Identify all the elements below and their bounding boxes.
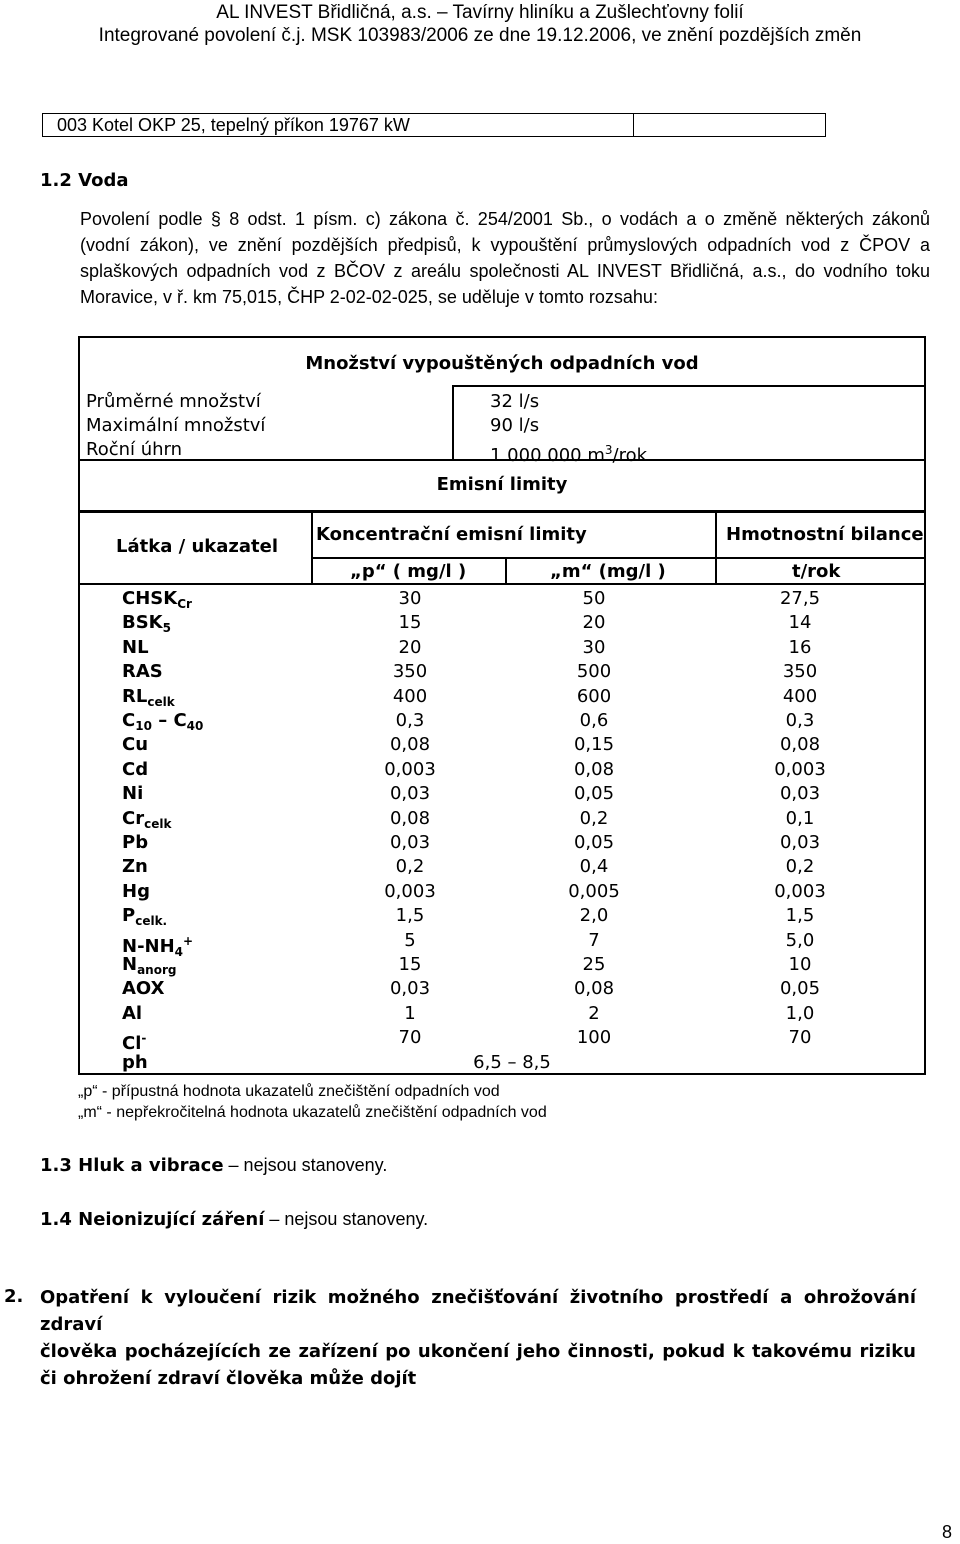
paragraph-line: (vodní zákon), ve znění pozdějších předpisů, k vypouštění průmyslových odpadních vod z ČPOV a	[80, 235, 930, 255]
limit-m: 2	[588, 1002, 600, 1024]
limit-p: 20	[398, 636, 422, 658]
substance-name: $BSK_5$	[122, 612, 171, 636]
col-mass-balance: Hmotnostní bilance	[726, 524, 924, 545]
limit-mass: 14	[788, 612, 812, 634]
substance-name: Zn	[122, 856, 148, 878]
section-noise	[40, 1154, 387, 1177]
limit-mass: 16	[788, 636, 812, 658]
limit-m: 600	[576, 685, 612, 707]
limit-p: 15	[398, 612, 422, 634]
substance-name: Hg	[122, 880, 150, 902]
divider	[80, 511, 924, 513]
limit-mass: 0,003	[774, 758, 826, 780]
amount-value-average: 32 l/s	[490, 391, 540, 412]
limit-m: 0,05	[573, 783, 615, 805]
divider	[454, 385, 924, 387]
divider	[311, 557, 924, 559]
section-2-line: člověka pocházejících ze zařízení po ukončení jeho činnosti, pokud k takovému riziku	[40, 1341, 916, 1362]
substance-name: Cu	[122, 734, 149, 756]
limit-p: 1	[404, 1002, 416, 1024]
boiler-row	[42, 113, 826, 137]
amount-label-maximum: Maximální množství	[86, 415, 266, 436]
substance-name: $CHSK_{Cr}$	[122, 588, 192, 611]
limit-mass: 400	[782, 685, 818, 707]
discharge-amounts-box	[78, 336, 926, 512]
limit-mass: 0,05	[779, 978, 821, 1000]
substance-name: RAS	[122, 661, 163, 683]
amount-label-annual: Roční úhrn	[86, 439, 183, 460]
col-substance: Látka / ukazatel	[116, 536, 278, 557]
amount-label-average: Průměrné množství	[86, 391, 261, 412]
limit-mass: 0,03	[779, 783, 821, 805]
limit-m: 7	[588, 929, 600, 951]
limit-m: 0,2	[579, 807, 609, 829]
limit-p: 1,5	[395, 905, 425, 927]
limit-mass: 0,03	[779, 832, 821, 853]
limit-mass: 1,5	[785, 905, 815, 927]
paragraph-line: Povolení podle § 8 odst. 1 písm. c) zákona č. 254/2001 Sb., o vodách a o změně některých zákonů	[80, 209, 930, 229]
limit-p: 350	[392, 661, 428, 683]
substance-name: Al	[122, 1002, 143, 1024]
note-p: „p“ - přípustná hodnota ukazatelů znečištění odpadních vod	[78, 1083, 500, 1100]
divider	[452, 385, 454, 461]
substance-name: $N-NH_4^+$	[122, 933, 194, 959]
section-noise-title: 1.3 Hluk a vibrace	[40, 1155, 224, 1176]
limit-p: 0,08	[389, 807, 431, 829]
limit-m: 500	[576, 661, 612, 683]
col-concentration: Koncentrační emisní limity	[316, 524, 587, 545]
limit-m: 0,4	[579, 856, 609, 878]
boiler-text: 003 Kotel OKP 25, tepelný příkon 19767 kW	[43, 114, 634, 136]
limit-mass: 0,08	[779, 734, 821, 756]
limit-p: 0,03	[389, 783, 431, 805]
limit-mass: 1,0	[785, 1002, 815, 1024]
limit-mass: 27,5	[779, 588, 821, 609]
sub-col-mass: t/rok	[792, 561, 841, 582]
section-title-water: 1.2 Voda	[40, 170, 129, 191]
amount-value-maximum: 90 l/s	[490, 415, 540, 436]
limit-mass: 0,003	[774, 880, 826, 902]
limit-p: 0,03	[389, 832, 431, 853]
limit-m: 0,6	[579, 710, 609, 731]
substance-name: AOX	[122, 978, 165, 1000]
emission-limits-table	[78, 511, 926, 1075]
limit-p: 0,003	[384, 758, 436, 780]
limit-m: 0,08	[573, 758, 615, 780]
section-2-line: Opatření k vyloučení rizik možného znečišťování životního prostředí a ohrožování zdraví	[40, 1287, 916, 1335]
limit-p: 5	[404, 929, 416, 951]
document-header-line2: Integrované povolení č.j. MSK 103983/2006 ze dne 19.12.2006, ve znění pozdějších změn	[98, 25, 862, 46]
substance-name: $P_{celk.}$	[122, 905, 168, 929]
page-number: 8	[941, 1522, 952, 1542]
limit-mass: 0,3	[785, 710, 815, 731]
section-noise-text: – nejsou stanoveny.	[223, 1155, 388, 1175]
limit-mass: 10	[788, 954, 812, 975]
limit-m: 0,08	[573, 978, 615, 1000]
substance-name: Ni	[122, 783, 144, 805]
limit-m: 0,15	[573, 734, 615, 756]
limit-m: 2,0	[579, 905, 609, 927]
section-2-title	[40, 1284, 916, 1392]
limit-m: 0,05	[573, 832, 615, 853]
substance-name: $RL_{celk}$	[122, 685, 175, 709]
emission-limits-title: Emisní limity	[436, 474, 568, 495]
limit-m: 50	[582, 588, 606, 609]
limit-range: 6,5 – 8,5	[473, 1051, 551, 1073]
substance-name: Pb	[122, 832, 149, 853]
section-2-number: 2.	[4, 1286, 24, 1307]
limit-p: 0,3	[395, 710, 425, 731]
limit-m: 20	[582, 612, 606, 634]
limit-mass: 0,2	[785, 856, 815, 878]
limit-p: 0,08	[389, 734, 431, 756]
substance-name: $Cr_{celk}$	[122, 807, 172, 831]
divider	[311, 511, 313, 585]
limit-mass: 350	[782, 661, 818, 683]
paragraph-line: Moravice, v ř. km 75,015, ČHP 2-02-02-025, se uděluje v tomto rozsahu:	[80, 287, 658, 307]
limit-p: 30	[398, 588, 422, 609]
substance-name: ph	[122, 1051, 148, 1073]
substance-name: Cl-	[122, 1031, 147, 1055]
document-header-line1: AL INVEST Břidličná, a.s. – Tavírny hliníku a Zušlechťovny folií	[216, 2, 744, 23]
sub-col-p: „p“ ( mg/l )	[350, 561, 467, 582]
limit-mass: 70	[788, 1027, 812, 1049]
section-2-line: či ohrožení zdraví člověka může dojít	[40, 1368, 417, 1389]
divider	[715, 511, 717, 585]
limit-p: 70	[398, 1027, 422, 1049]
amounts-title: Množství vypouštěných odpadních vod	[305, 353, 699, 374]
limit-m: 25	[582, 954, 606, 975]
limit-m: 0,005	[568, 880, 620, 902]
limit-m: 100	[576, 1027, 612, 1049]
limit-mass: 5,0	[785, 929, 815, 951]
sub-col-m: „m“ (mg/l )	[550, 561, 666, 582]
substance-name: Cd	[122, 758, 149, 780]
limit-p: 400	[392, 685, 428, 707]
substance-name: $N_{anorg}$	[122, 954, 177, 977]
substance-name: $C_{10} - C_{40}$	[122, 710, 204, 733]
limit-mass: 0,1	[785, 807, 815, 829]
limit-p: 15	[398, 954, 422, 975]
amount-value-annual: 1 000 000 $m^3$/rok	[490, 443, 648, 466]
permit-paragraph	[80, 206, 930, 310]
divider	[505, 559, 507, 585]
note-m: „m“ - nepřekročitelná hodnota ukazatelů znečištění odpadních vod	[78, 1104, 547, 1121]
limit-p: 0,2	[395, 856, 425, 878]
section-radiation-title: 1.4 Neionizující záření	[40, 1209, 265, 1230]
section-radiation-text: – nejsou stanoveny.	[264, 1209, 429, 1229]
limit-p: 0,03	[389, 978, 431, 1000]
paragraph-line: splaškových odpadních vod z BČOV z areálu společnosti AL INVEST Břidličná, a.s., do vodního toku	[80, 261, 930, 281]
limit-p: 0,003	[384, 880, 436, 902]
substance-name: NL	[122, 636, 149, 658]
section-radiation	[40, 1208, 428, 1231]
limit-m: 30	[582, 636, 606, 658]
